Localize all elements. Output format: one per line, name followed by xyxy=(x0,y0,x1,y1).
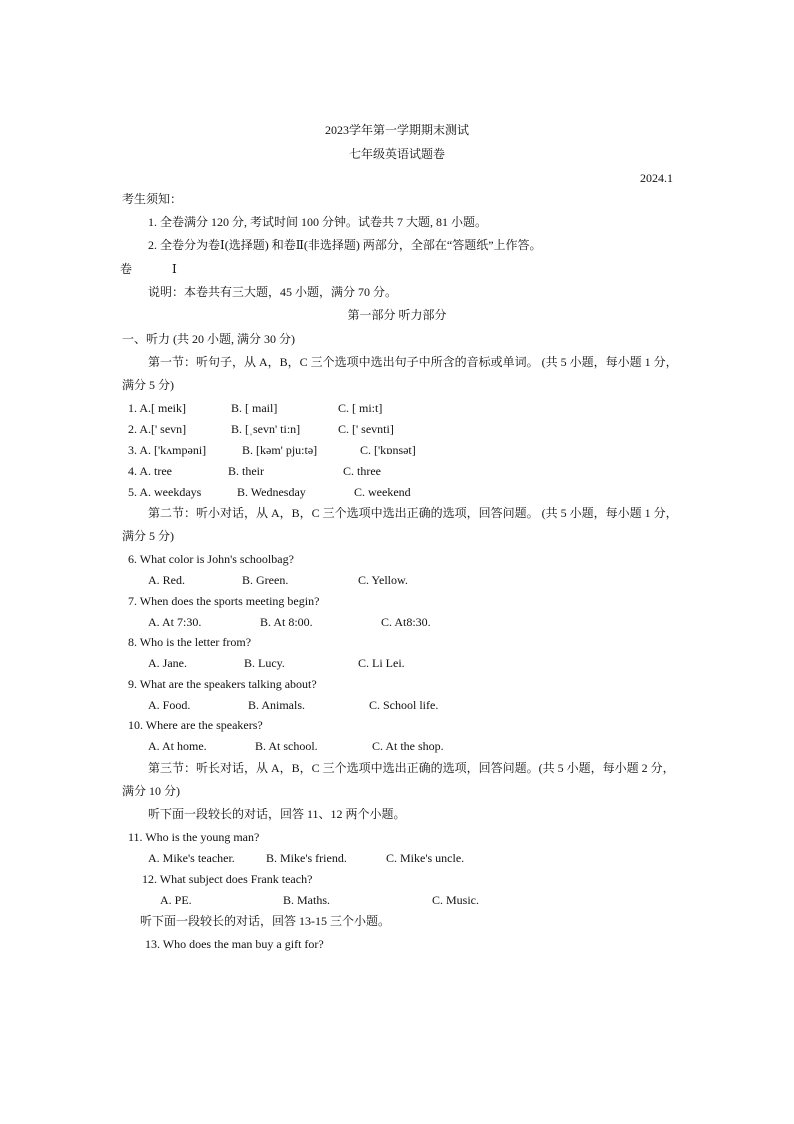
option-c: C. weekend xyxy=(354,485,411,499)
option-a: A. Jane. xyxy=(148,656,187,670)
section-intro-cont: 满分 5 分) xyxy=(122,529,174,543)
volume-description: 说明：本卷共有三大题，45 小题，满分 70 分。 xyxy=(148,285,398,299)
option-a: 3. A. ['kʌmpəni] xyxy=(128,443,207,457)
option-c: C. [' sevnti] xyxy=(338,422,394,436)
option-a: 4. A. tree xyxy=(128,464,172,478)
question-text: 13. Who does the man buy a gift for? xyxy=(145,937,324,951)
option-c: C. School life. xyxy=(369,698,439,712)
option-c: C. Mike's uncle. xyxy=(386,851,465,865)
option-b: B. Animals. xyxy=(248,698,306,712)
option-a: A. Red. xyxy=(148,573,185,587)
option-b: B. [kəm' pju:tə] xyxy=(242,443,318,457)
question-text: 12. What subject does Frank teach? xyxy=(142,872,313,886)
section-intro: 第三节：听长对话，从 A，B，C 三个选项中选出正确的选项，回答问题。(共 5 小题，每小题 2 分， xyxy=(148,761,675,775)
exam-date: 2024.1 xyxy=(640,171,673,185)
option-a: 1. A.[ meik] xyxy=(128,401,186,415)
option-a: 5. A. weekdays xyxy=(128,485,202,499)
volume-label: 卷 xyxy=(120,262,133,276)
option-c: C. At8:30. xyxy=(381,615,431,629)
volume-number: Ⅰ xyxy=(172,262,177,276)
option-b: B. Maths. xyxy=(283,893,331,907)
notice-item: 2. 全卷分为卷Ⅰ(选择题) 和卷Ⅱ(非选择题) 两部分，全部在“答题纸”上作答。 xyxy=(148,238,542,252)
option-b: B. Wednesday xyxy=(237,485,306,499)
option-b: B. Mike's friend. xyxy=(266,851,347,865)
section-intro-cont: 满分 10 分) xyxy=(122,784,180,798)
notice-item: 1. 全卷满分 120 分, 考试时间 100 分钟。试卷共 7 大题, 81 小题。 xyxy=(148,215,488,229)
option-c: C. Li Lei. xyxy=(358,656,405,670)
option-b: B. Lucy. xyxy=(244,656,285,670)
section-intro-cont: 满分 5 分) xyxy=(122,378,174,392)
exam-subtitle: 七年级英语试题卷 xyxy=(348,147,445,161)
option-a: A. Mike's teacher. xyxy=(148,851,235,865)
part-title: 第一部分 听力部分 xyxy=(347,308,447,322)
question-text: 6. What color is John's schoolbag? xyxy=(128,552,294,566)
option-b: B. Green. xyxy=(242,573,289,587)
option-a: 2. A.[' sevn] xyxy=(128,422,187,436)
option-c: C. three xyxy=(343,464,381,478)
option-c: C. Music. xyxy=(432,893,480,907)
option-c: C. Yellow. xyxy=(358,573,408,587)
option-c: C. At the shop. xyxy=(372,739,444,753)
section-heading: 一、听力 (共 20 小题, 满分 30 分) xyxy=(122,332,295,346)
section-intro: 第一节：听句子，从 A，B，C 三个选项中选出句子中所含的音标或单词。 (共 5 小题，每小题 1 分， xyxy=(148,355,678,369)
option-a: A. Food. xyxy=(148,698,191,712)
option-a: A. PE. xyxy=(160,893,192,907)
notice-heading: 考生须知： xyxy=(122,192,183,206)
option-c: C. ['kɒnsət] xyxy=(360,443,416,457)
option-a: A. At home. xyxy=(148,739,207,753)
exam-title: 2023学年第一学期期末测试 xyxy=(324,123,469,137)
question-text: 10. Where are the speakers? xyxy=(128,718,263,732)
section-intro: 第二节：听小对话，从 A，B，C 三个选项中选出正确的选项，回答问题。 (共 5 小题，每小题 1 分， xyxy=(148,506,678,520)
dialogue-lead: 听下面一段较长的对话，回答 11、12 两个小题。 xyxy=(148,807,406,821)
option-c: C. [ mi:t] xyxy=(338,401,383,415)
option-b: B. their xyxy=(228,464,264,478)
dialogue-lead: 听下面一段较长的对话，回答 13-15 三个小题。 xyxy=(140,914,390,928)
question-text: 8. Who is the letter from? xyxy=(128,635,252,649)
question-text: 7. When does the sports meeting begin? xyxy=(128,594,320,608)
option-b: B. At 8:00. xyxy=(260,615,313,629)
question-text: 9. What are the speakers talking about? xyxy=(128,677,317,691)
question-text: 11. Who is the young man? xyxy=(128,830,260,844)
option-b: B. [ mail] xyxy=(231,401,278,415)
option-a: A. At 7:30. xyxy=(148,615,202,629)
option-b: B. At school. xyxy=(255,739,318,753)
option-b: B. [ˌsevn' ti:n] xyxy=(231,422,301,436)
